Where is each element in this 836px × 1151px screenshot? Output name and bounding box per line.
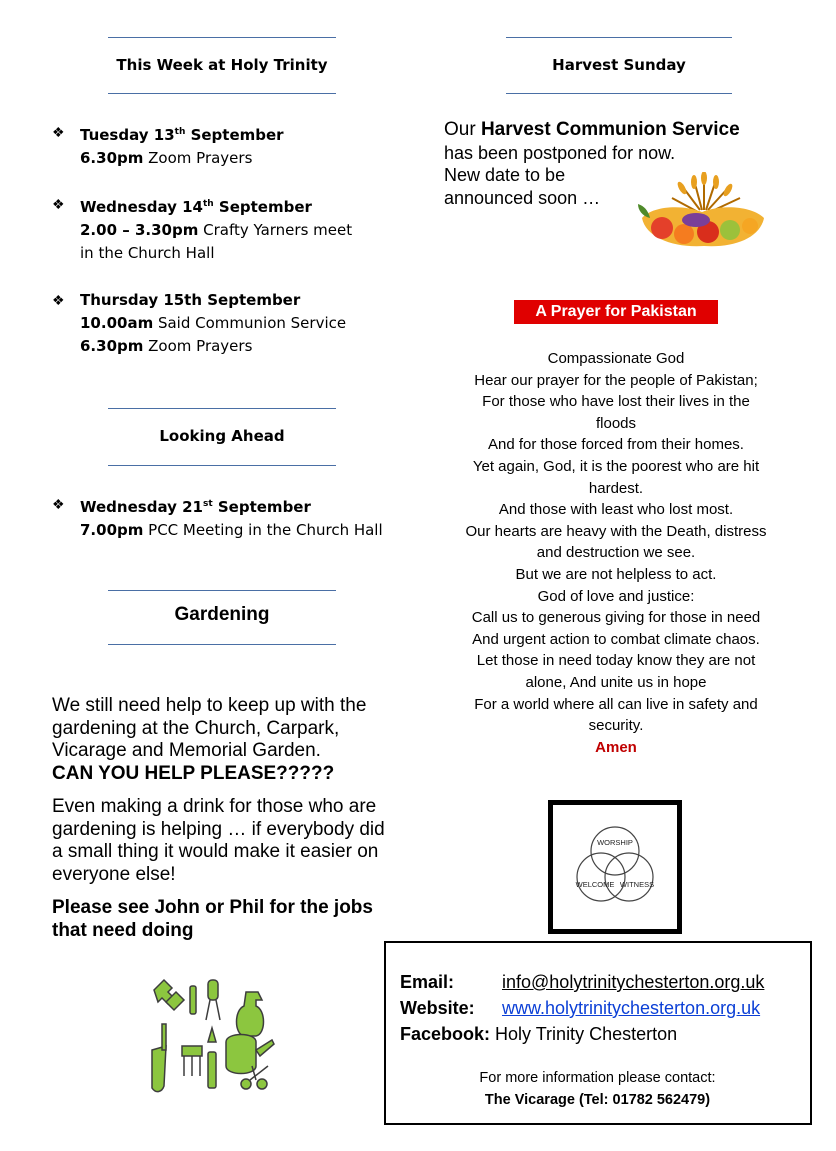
contact-email-row — [400, 969, 810, 995]
prayer-line: Call us to generous giving for those in need — [471, 609, 761, 627]
event-line: 10.00am Said Communion Service — [80, 314, 347, 332]
prayer-line: security. — [588, 717, 644, 735]
email-link[interactable]: info@holytrinitychesterton.org.uk — [502, 972, 765, 992]
this-week-heading: This Week at Holy Trinity — [116, 56, 328, 74]
divider — [506, 93, 732, 94]
harvest-line: New date to be — [444, 165, 566, 185]
harvest-heading: Harvest Sunday — [552, 56, 686, 74]
facebook-label: Facebook: — [400, 1024, 491, 1044]
gardening-paragraph: Even making a drink for those who are gardening is helping … if everybody did a small thing it would make it easier on everyone else! — [52, 796, 385, 885]
event-item — [80, 193, 352, 265]
vicarage-phone: The Vicarage (Tel: 01782 562479) — [484, 1092, 711, 1108]
worship-welcome-witness-logo — [548, 800, 682, 934]
contact-website-row — [400, 995, 810, 1021]
prayer-line: Compassionate God — [547, 350, 685, 367]
harvest-line: announced soon … — [444, 187, 601, 208]
bullet-icon: ❖ — [52, 496, 65, 512]
event-date: Wednesday 21st September — [80, 498, 311, 516]
more-info-text: For more information please contact: — [479, 1070, 716, 1086]
bullet-icon: ❖ — [52, 196, 65, 212]
prayer-line: And for those forced from their homes. — [488, 436, 744, 454]
prayer-line: Yet again, God, it is the poorest who are hit — [472, 457, 760, 475]
event-date: Wednesday 14th September — [80, 198, 312, 216]
prayer-line: Our hearts are heavy with the Death, distress — [465, 522, 767, 540]
gardening-paragraph: We still need help to keep up with the gardening at the Church, Carpark, Vicarage and Memorial Garden. — [52, 695, 367, 761]
prayer-heading: A Prayer for Pakistan — [514, 300, 718, 324]
event-line: 7.00pm PCC Meeting in the Church Hall — [80, 521, 383, 539]
bullet-icon: ❖ — [52, 124, 65, 140]
facebook-name: Holy Trinity Chesterton — [495, 1024, 678, 1044]
prayer-line: God of love and justice: — [537, 587, 695, 605]
harvest-line: has been postponed for now. — [444, 142, 676, 163]
prayer-line: alone, And unite us in hope — [525, 673, 707, 691]
event-line: 6.30pm Zoom Prayers — [80, 149, 253, 167]
prayer-line: floods — [595, 414, 637, 432]
looking-ahead-heading: Looking Ahead — [159, 427, 285, 445]
prayer-amen: Amen — [595, 738, 637, 756]
event-line: 2.00 – 3.30pm Crafty Yarners meet — [80, 221, 353, 239]
prayer-line: And those with least who lost most. — [498, 501, 734, 519]
gardening-heading: Gardening — [174, 604, 270, 625]
logo-worship-label: WORSHIP — [597, 838, 633, 847]
prayer-line: And urgent action to combat climate chaos. — [472, 630, 760, 648]
event-item — [80, 121, 284, 170]
gardening-contact: Please see John or Phil for the jobs that need doing — [52, 897, 373, 941]
event-date: Tuesday 13th September — [80, 126, 284, 144]
divider — [108, 465, 336, 466]
event-line: in the Church Hall — [80, 244, 215, 262]
gardening-text — [52, 695, 388, 942]
prayer-line: hardest. — [588, 479, 644, 497]
event-item — [80, 493, 383, 542]
divider — [108, 590, 336, 591]
prayer-line: and destruction we see. — [536, 544, 696, 562]
event-date: Thursday 15th September — [80, 291, 301, 309]
contact-footer — [386, 1067, 809, 1111]
email-label: Email: — [400, 972, 455, 992]
venn-icon — [553, 805, 677, 929]
event-line: 6.30pm Zoom Prayers — [80, 337, 253, 355]
bullet-icon: ❖ — [52, 292, 65, 308]
event-item — [80, 289, 346, 358]
divider — [506, 37, 732, 38]
divider — [108, 408, 336, 409]
prayer-line: Let those in need today know they are not — [476, 652, 756, 670]
contact-facebook-row — [400, 1021, 810, 1047]
prayer-text — [440, 348, 792, 758]
divider — [108, 644, 336, 645]
divider — [108, 37, 336, 38]
website-link[interactable]: www.holytrinitychesterton.org.uk — [502, 998, 761, 1018]
garden-tools-icon — [148, 972, 276, 1100]
prayer-line: But we are not helpless to act. — [515, 565, 717, 583]
logo-witness-label: WITNESS — [619, 880, 655, 889]
harvest-cornucopia-icon — [632, 172, 772, 252]
divider — [108, 93, 336, 94]
harvest-line: Our Harvest Communion Service — [444, 119, 740, 140]
logo-welcome-label: WELCOME — [575, 880, 615, 889]
prayer-line: Hear our prayer for the people of Pakistan; — [474, 371, 758, 389]
contact-details — [400, 969, 810, 1047]
website-label: Website: — [400, 998, 475, 1018]
gardening-appeal: CAN YOU HELP PLEASE????? — [52, 762, 335, 784]
contact-box — [384, 941, 812, 1125]
prayer-line: For those who have lost their lives in the — [482, 393, 750, 411]
prayer-line: For a world where all can live in safety and — [474, 695, 758, 713]
